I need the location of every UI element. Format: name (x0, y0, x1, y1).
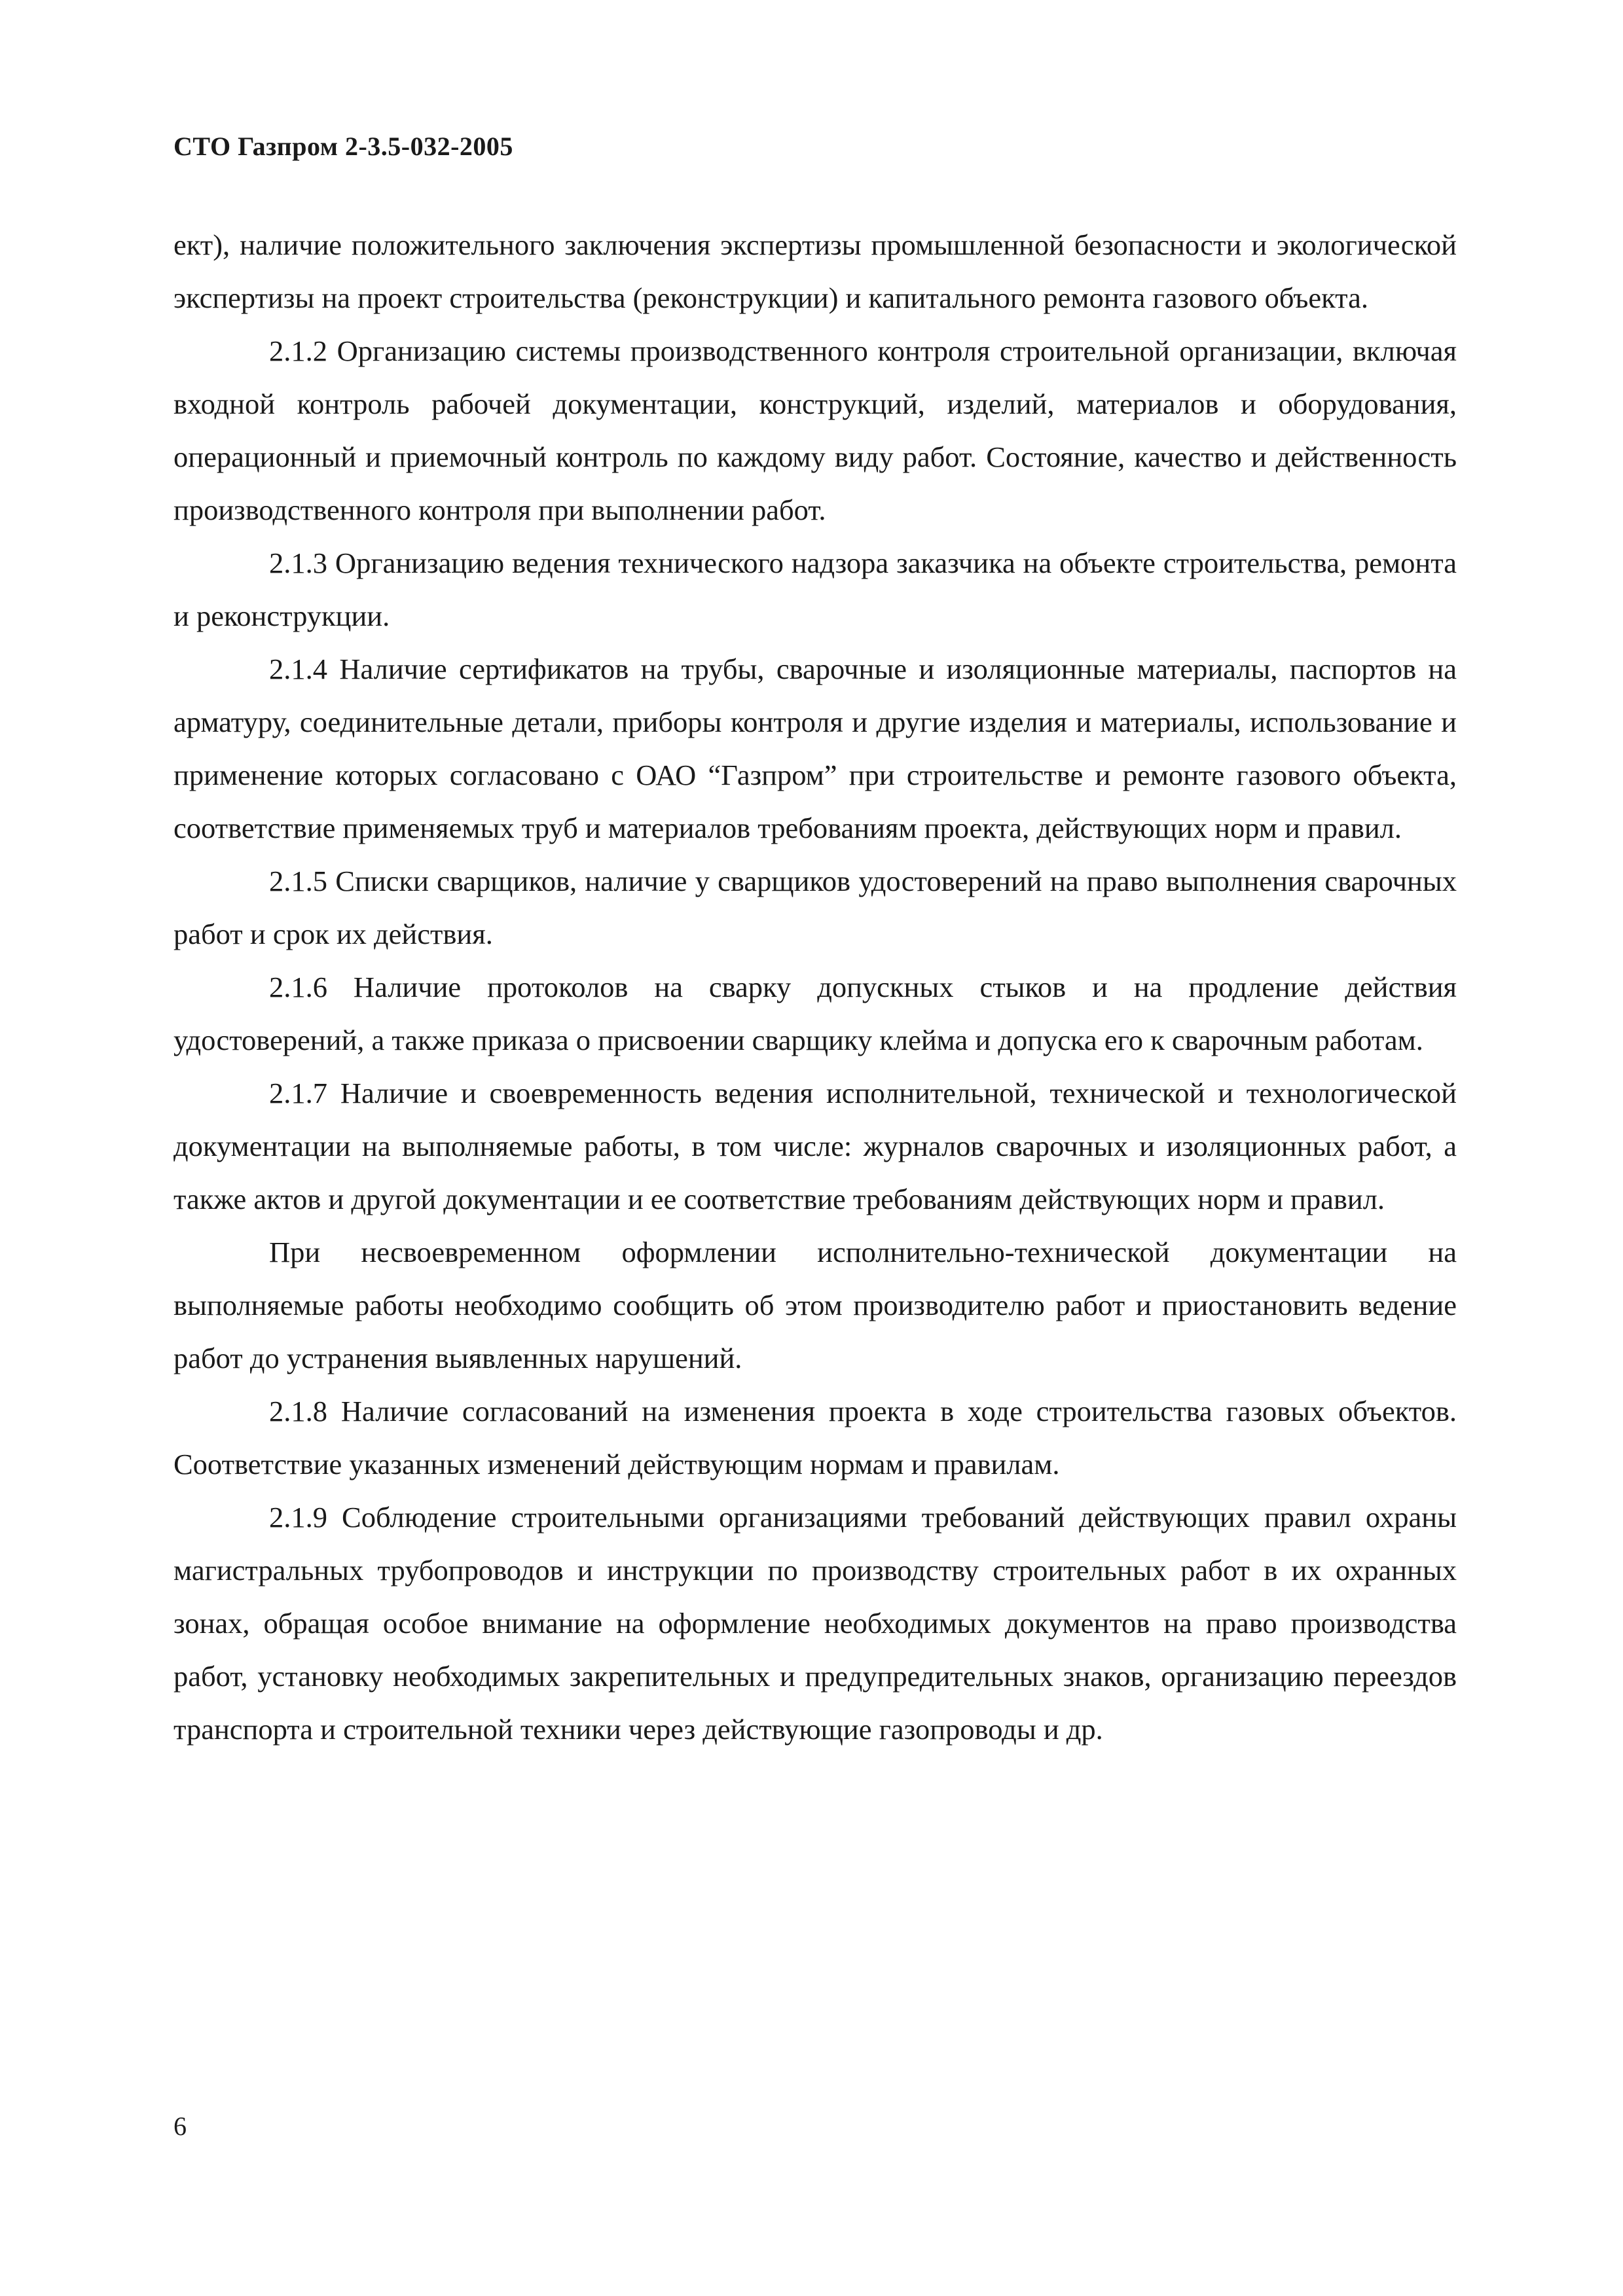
page-number: 6 (173, 2111, 187, 2141)
paragraph-2-1-6: 2.1.6 Наличие протоколов на сварку допускных стыков и на продление действия удостоверений, а также приказа о присвоении сварщику клейма и допуска его к сварочным работам. (173, 971, 1457, 1056)
document-code-header: СТО Газпром 2-3.5-032-2005 (173, 132, 513, 161)
document-body (173, 219, 1457, 1756)
paragraph-continuation: ект), наличие положительного заключения экспертизы промышленной безопасности и экологической экспертизы на проект строительства (реконструкции) и капитального ремонта газового объекта. (173, 228, 1457, 314)
paragraph-2-1-4: 2.1.4 Наличие сертификатов на трубы, сварочные и изоляционные материалы, паспортов на арматуру, соединительные детали, приборы контроля и другие изделия и материалы, использование и применение которых согласовано с ОАО “Газпром” при строительстве и ремонте газового объекта, соответствие применяемых труб и материалов требованиям проекта, действующих норм и правил. (173, 653, 1457, 844)
paragraph-2-1-7-note: При несвоевременном оформлении исполнительно-технической документации на выполняемые работы необходимо сообщить об этом производителю работ и приостановить ведение работ до устранения выявленных нарушений. (173, 1236, 1457, 1374)
paragraph-2-1-5: 2.1.5 Списки сварщиков, наличие у сварщиков удостоверений на право выполнения сварочных работ и срок их действия. (173, 865, 1457, 950)
paragraph-2-1-7: 2.1.7 Наличие и своевременность ведения исполнительной, технической и технологической документации на выполняемые работы, в том числе: журналов сварочных и изоляционных работ, а также актов и другой документации и ее соответствие требованиям действующих норм и правил. (173, 1077, 1457, 1215)
paragraph-2-1-2: 2.1.2 Организацию системы производственного контроля строительной организации, включая входной контроль рабочей документации, конструкций, изделий, материалов и оборудования, операционный и приемочный контроль по каждому виду работ. Состояние, качество и действенность производственного контроля при выполнении работ. (173, 334, 1457, 526)
paragraph-2-1-8: 2.1.8 Наличие согласований на изменения проекта в ходе строительства газовых объектов. Соответствие указанных изменений действующим нормам и правилам. (173, 1395, 1457, 1480)
paragraph-2-1-3: 2.1.3 Организацию ведения технического надзора заказчика на объекте строительства, ремонта и реконструкции. (173, 547, 1457, 632)
paragraph-2-1-9: 2.1.9 Соблюдение строительными организациями требований действующих правил охраны магистральных трубопроводов и инструкции по производству строительных работ в их охранных зонах, обращая особое внимание на оформление необходимых документов на право производства работ, установку необходимых закрепительных и предупредительных знаков, организацию переездов транспорта и строительной техники через действующие газопроводы и др. (173, 1501, 1457, 1746)
